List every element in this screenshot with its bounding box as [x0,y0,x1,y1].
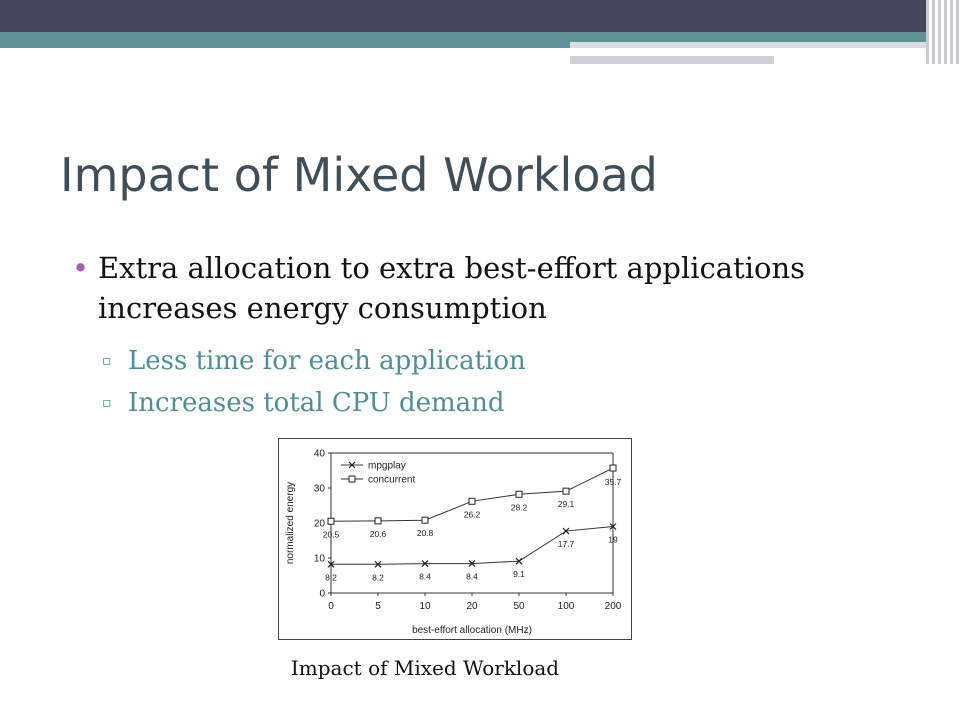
data-label-mpgplay: 8.2 [372,572,384,583]
subbullet-square-icon: ▫ [102,353,112,369]
data-label-concurrent: 20.6 [369,528,387,539]
y-axis-label: normalized energy [285,481,296,565]
x-tick-label: 10 [419,601,431,612]
data-point-concurrent [328,518,334,524]
y-tick-label: 0 [319,588,325,600]
data-label-mpgplay: 19 [608,534,618,545]
slide-title: Impact of Mixed Workload [60,148,658,202]
bullet-dot-icon: • [72,251,90,285]
x-tick-label: 20 [466,601,478,612]
data-point-concurrent [610,465,616,471]
bullet-item [72,248,932,328]
chart-svg [279,439,631,639]
subbullet-square-icon: ▫ [102,395,112,411]
bullet-text: Extra allocation to extra best-effort applications increases energy consumption [98,251,806,325]
subbullet-item [102,382,932,424]
data-label-concurrent: 20.8 [416,528,434,539]
y-tick-label: 20 [313,518,325,530]
energy-chart [278,438,632,640]
legend-label: mpgplay [368,460,406,472]
y-tick-label: 40 [313,448,325,460]
y-tick-label: 30 [313,483,325,495]
header-band-gray [570,56,774,64]
subbullet-text: Increases total CPU demand [128,388,505,418]
data-label-concurrent: 29.1 [557,499,575,510]
chart-caption: Impact of Mixed Workload [290,656,560,680]
data-label-mpgplay: 8.4 [466,571,478,582]
data-point-concurrent [469,498,475,504]
data-point-concurrent [516,491,522,497]
header-band-line [570,52,890,54]
data-point-concurrent [375,518,381,524]
legend-marker-square [349,476,355,482]
x-tick-label: 200 [604,601,622,612]
legend-label: concurrent [368,474,416,486]
subbullet-text: Less time for each application [128,346,526,376]
header-band-dark [0,0,960,32]
header-band-light [570,42,960,48]
data-label-concurrent: 35.7 [604,477,622,488]
y-tick-label: 10 [313,553,325,565]
x-tick-label: 50 [513,601,525,612]
x-tick-label: 100 [557,601,575,612]
data-label-mpgplay: 8.2 [325,572,337,583]
data-label-concurrent: 26.2 [463,509,481,520]
x-tick-label: 0 [328,601,334,612]
data-point-concurrent [563,488,569,494]
subbullet-item [102,340,932,382]
bullet-list [72,248,932,424]
x-axis-label: best-effort allocation (MHz) [412,625,532,636]
header-band-teal [0,32,960,42]
data-label-concurrent: 20.5 [322,529,340,540]
data-label-mpgplay: 8.4 [419,571,431,582]
header-band-teal-lower [0,42,570,48]
header-stripes [926,0,960,64]
data-label-mpgplay: 17.7 [557,539,575,550]
data-point-concurrent [422,517,428,523]
data-label-mpgplay: 9.1 [513,569,525,580]
data-label-concurrent: 28.2 [510,502,528,513]
x-tick-label: 5 [375,601,381,612]
